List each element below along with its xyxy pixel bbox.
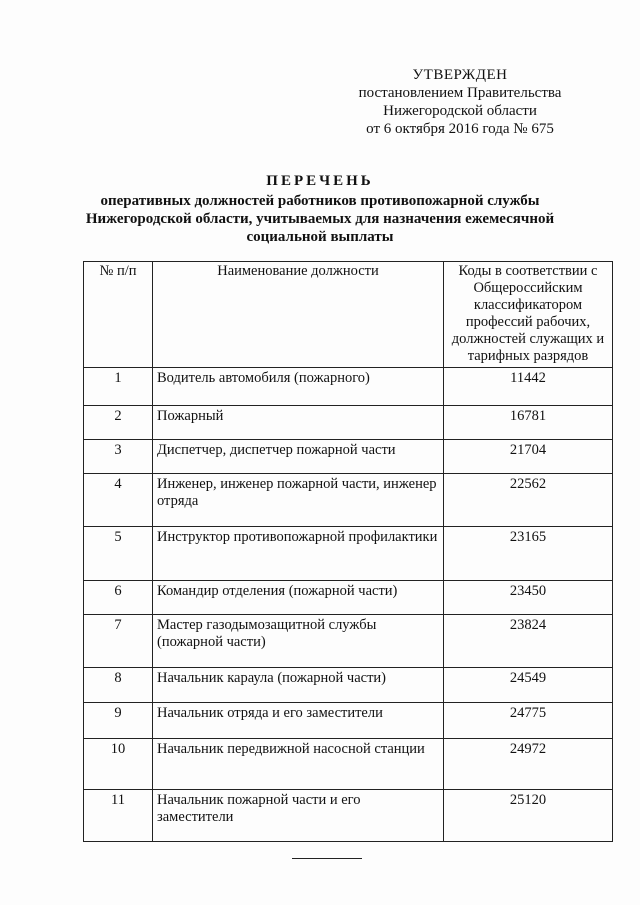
approval-stamp bbox=[340, 66, 580, 138]
row-num: 7 bbox=[84, 615, 153, 668]
header-name: Наименование должности bbox=[153, 262, 444, 368]
row-name: Командир отделения (пожарной части) bbox=[153, 581, 444, 615]
row-num: 3 bbox=[84, 440, 153, 474]
table-row bbox=[84, 527, 613, 581]
row-code: 22562 bbox=[444, 474, 613, 527]
row-code: 23165 bbox=[444, 527, 613, 581]
table-row bbox=[84, 615, 613, 668]
row-num: 4 bbox=[84, 474, 153, 527]
row-name: Пожарный bbox=[153, 406, 444, 440]
row-code: 11442 bbox=[444, 368, 613, 406]
table-row bbox=[84, 581, 613, 615]
title-line-1: оперативных должностей работников противопожарной службы bbox=[100, 193, 540, 209]
title-heading: ПЕРЕЧЕНЬ bbox=[266, 173, 374, 189]
table-row bbox=[84, 739, 613, 790]
row-code: 24549 bbox=[444, 668, 613, 703]
row-code: 24972 bbox=[444, 739, 613, 790]
table-row bbox=[84, 668, 613, 703]
title-line-2: Нижегородской области, учитываемых для назначения ежемесячной bbox=[85, 211, 555, 227]
closing-line-divider bbox=[292, 858, 362, 859]
row-num: 6 bbox=[84, 581, 153, 615]
row-code: 16781 bbox=[444, 406, 613, 440]
approval-line-2: постановлением Правительства bbox=[358, 85, 562, 101]
table-header-row bbox=[84, 262, 613, 368]
row-code: 23824 bbox=[444, 615, 613, 668]
row-code: 21704 bbox=[444, 440, 613, 474]
row-name: Водитель автомобиля (пожарного) bbox=[153, 368, 444, 406]
approval-line-4: от 6 октября 2016 года № 675 bbox=[366, 121, 554, 137]
row-num: 11 bbox=[84, 790, 153, 842]
row-name: Начальник отряда и его заместители bbox=[153, 703, 444, 739]
row-name: Начальник караула (пожарной части) bbox=[153, 668, 444, 703]
table-row bbox=[84, 474, 613, 527]
row-num: 10 bbox=[84, 739, 153, 790]
title-line-3: социальной выплаты bbox=[246, 229, 394, 245]
table-row bbox=[84, 440, 613, 474]
row-name: Начальник передвижной насосной станции bbox=[153, 739, 444, 790]
table-row bbox=[84, 790, 613, 842]
approval-line-3: Нижегородской области bbox=[383, 103, 537, 119]
table-row bbox=[84, 703, 613, 739]
row-num: 2 bbox=[84, 406, 153, 440]
row-num: 9 bbox=[84, 703, 153, 739]
row-name: Инженер, инженер пожарной части, инженер отряда bbox=[153, 474, 444, 527]
row-name: Диспетчер, диспетчер пожарной части bbox=[153, 440, 444, 474]
header-code: Коды в соответствии с Общероссийским классификатором профессий рабочих, должностей служащих и тарифных разрядов bbox=[444, 262, 613, 368]
row-name: Инструктор противопожарной профилактики bbox=[153, 527, 444, 581]
approval-line-1: УТВЕРЖДЕН bbox=[412, 67, 508, 83]
row-num: 8 bbox=[84, 668, 153, 703]
table-row bbox=[84, 368, 613, 406]
row-name: Начальник пожарной части и его заместители bbox=[153, 790, 444, 842]
row-name: Мастер газодымозащитной службы (пожарной части) bbox=[153, 615, 444, 668]
document-title bbox=[60, 172, 580, 246]
row-code: 23450 bbox=[444, 581, 613, 615]
row-code: 24775 bbox=[444, 703, 613, 739]
row-num: 5 bbox=[84, 527, 153, 581]
table-row bbox=[84, 406, 613, 440]
positions-table bbox=[83, 261, 613, 842]
row-num: 1 bbox=[84, 368, 153, 406]
header-num: № п/п bbox=[84, 262, 153, 368]
row-code: 25120 bbox=[444, 790, 613, 842]
